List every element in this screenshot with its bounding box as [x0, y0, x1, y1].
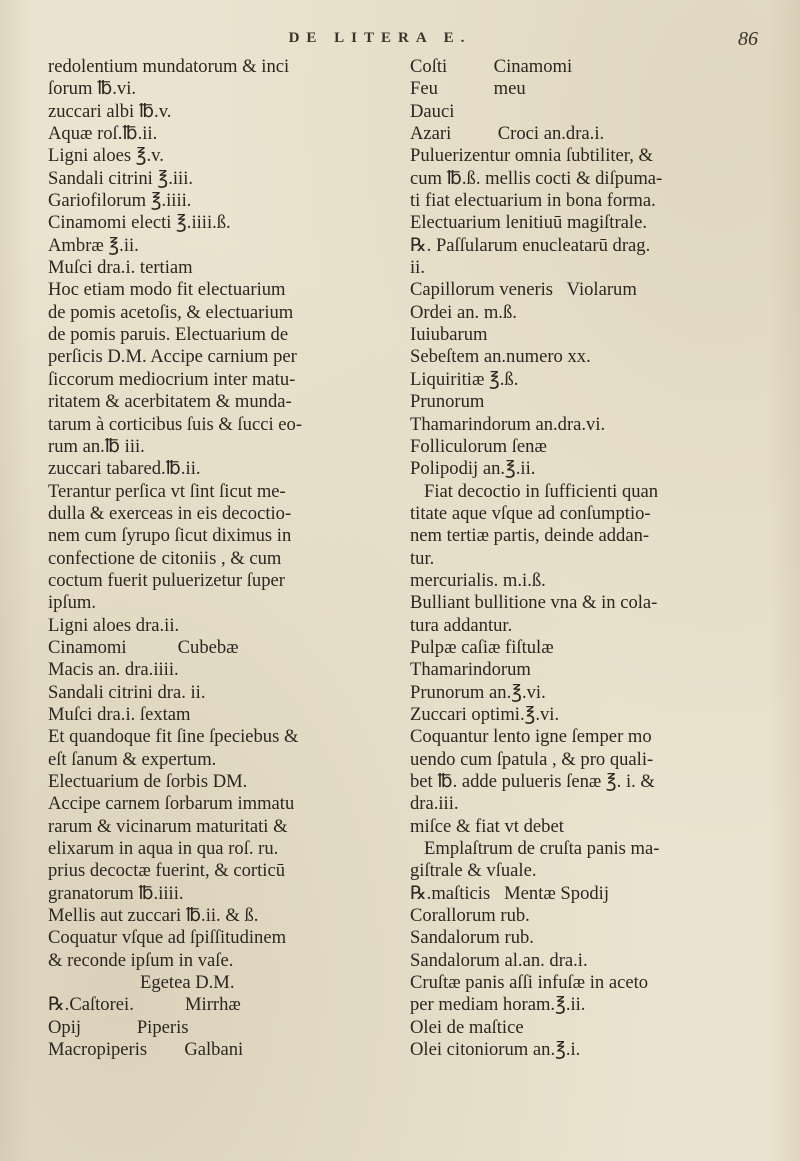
- text-line: Thamarindorum an.dra.vi.: [410, 413, 606, 435]
- text-line: rum an.℔ iii.: [48, 435, 145, 457]
- text-line: uendo cum ſpatula , & pro quali-: [410, 748, 654, 770]
- text-line: dulla & exerceas in eis decoctio-: [48, 502, 292, 524]
- text-line: Terantur perſica vt ſint ſicut me-: [48, 480, 286, 502]
- text-line: & reconde ipſum in vaſe.: [48, 949, 234, 971]
- section-heading: Egetea D.M.: [140, 972, 235, 994]
- text-line: Ligni aloes ℥.v.: [48, 145, 164, 167]
- left-column: [48, 56, 348, 1061]
- text-line: ii.: [410, 257, 425, 279]
- right-column: [410, 56, 740, 1061]
- text-line: Muſci dra.i. ſextam: [48, 703, 191, 725]
- text-line: Folliculorum ſenæ: [410, 435, 547, 457]
- text-line: dra.iii.: [410, 793, 459, 815]
- text-line: prius decoctæ fuerint, & corticū: [48, 860, 285, 882]
- text-line: Iuiubarum: [410, 324, 488, 346]
- text-line: Ambræ ℥.ii.: [48, 234, 139, 256]
- text-line: confectione de citoniis , & cum: [48, 547, 282, 569]
- text-line: tarum à corticibus ſuis & ſucci eo-: [48, 413, 303, 435]
- text-line: ℞.maſticis Mentæ Spodij: [410, 882, 609, 904]
- section-heading: Emplaſtrum de cruſta panis ma-: [424, 838, 660, 860]
- text-line: de pomis acetoſis, & electuarium: [48, 301, 294, 323]
- text-line: Prunorum an.℥.vi.: [410, 681, 546, 703]
- text-line: Bulliant bullitione vna & in cola-: [410, 592, 658, 614]
- text-line: Sandalorum rub.: [410, 927, 534, 949]
- text-line: Polipodij an.℥.ii.: [410, 458, 536, 480]
- section-heading: Electuarium de ſorbis DM.: [48, 771, 248, 792]
- section-heading: Electuarium lenitiuū magiſtrale.: [410, 212, 647, 234]
- text-line: Et quandoque fit ſine ſpeciebus &: [48, 726, 299, 748]
- text-line: Fiat decoctio in ſufficienti quan: [424, 480, 659, 502]
- text-line: Thamarindorum: [410, 659, 531, 681]
- text-line: zuccari tabared.℔.ii.: [48, 458, 201, 480]
- text-line: Azari Croci an.dra.i.: [410, 123, 605, 145]
- text-line: Feu meu: [410, 78, 526, 100]
- text-line: ritatem & acerbitatem & munda-: [48, 391, 292, 413]
- text-line: redolentium mundatorum & inci: [48, 56, 290, 77]
- text-line: per mediam horam.℥.ii.: [410, 994, 586, 1016]
- text-line: Gariofilorum ℥.iiii.: [48, 190, 192, 212]
- text-line: Macropiperis Galbani: [48, 1039, 244, 1061]
- text-line: Liquiritiæ ℥.ß.: [410, 368, 519, 390]
- text-line: Coquantur lento igne ſemper mo: [410, 726, 652, 748]
- text-line: giſtrale & vſuale.: [410, 860, 537, 882]
- text-line: Muſci dra.i. tertiam: [48, 257, 193, 279]
- text-line: perſicis D.M. Accipe carnium per: [48, 346, 297, 368]
- text-line: coctum fuerit puluerizetur ſuper: [48, 569, 285, 591]
- text-line: Mellis aut zuccari ℔.ii. & ß.: [48, 905, 259, 927]
- text-line: ti fiat electuarium in bona forma.: [410, 190, 656, 212]
- text-line: miſce & fiat vt debet: [410, 815, 564, 837]
- text-line: Sandali citrini dra. ii.: [48, 681, 206, 703]
- text-line: Cruſtæ panis aſſi infuſæ in aceto: [410, 972, 649, 994]
- text-line: eſt ſanum & expertum.: [48, 748, 217, 770]
- text-line: Pulpæ caſiæ fiſtulæ: [410, 636, 554, 658]
- text-line: Puluerizentur omnia ſubtiliter, &: [410, 145, 653, 167]
- text-line: Coquatur vſque ad ſpiſſitudinem: [48, 927, 287, 949]
- text-line: Zuccari optimi.℥.vi.: [410, 703, 560, 725]
- running-title: DE LITERA E.: [288, 30, 472, 46]
- text-line: zuccari albi ℔.v.: [48, 100, 172, 122]
- text-line: Ligni aloes dra.ii.: [48, 614, 180, 636]
- text-line: Sebeſtem an.numero xx.: [410, 346, 591, 368]
- text-line: Accipe carnem ſorbarum immatu: [48, 793, 295, 815]
- text-line: Sandalorum al.an. dra.i.: [410, 949, 588, 971]
- text-line: Prunorum: [410, 391, 485, 413]
- text-line: Cinamomi Cubebæ: [48, 636, 239, 658]
- text-line: ℞.Caſtorei. Mirrhæ: [48, 994, 241, 1016]
- text-line: ℞. Paſſularum enucleatarū drag.: [410, 234, 651, 256]
- text-line: Hoc etiam modo fit electuarium: [48, 279, 286, 301]
- text-line: tura addantur.: [410, 614, 513, 636]
- text-line: Sandali citrini ℥.iii.: [48, 167, 194, 189]
- text-line: Capillorum veneris Violarum: [410, 279, 637, 301]
- text-line: granatorum ℔.iiii.: [48, 882, 184, 904]
- page-number: 86: [738, 28, 758, 50]
- text-line: de pomis paruis. Electuarium de: [48, 324, 289, 346]
- text-line: ipſum.: [48, 592, 97, 614]
- text-line: bet ℔. adde pulueris ſenæ ℥. i. &: [410, 771, 655, 792]
- text-line: titate aque vſque ad conſumptio-: [410, 502, 651, 524]
- text-line: Olei de maſtice: [410, 1016, 524, 1038]
- text-line: Macis an. dra.iiii.: [48, 659, 179, 681]
- text-line: nem tertiæ partis, deinde addan-: [410, 525, 650, 547]
- text-line: ſorum ℔.vi.: [48, 78, 137, 100]
- text-line: mercurialis. m.i.ß.: [410, 569, 546, 591]
- text-line: Ordei an. m.ß.: [410, 301, 517, 323]
- text-line: Cinamomi electi ℥.iiii.ß.: [48, 212, 231, 234]
- text-line: Corallorum rub.: [410, 905, 530, 927]
- text-line: elixarum in aqua in qua roſ. ru.: [48, 838, 279, 860]
- text-line: cum ℔.ß. mellis cocti & diſpuma-: [410, 167, 663, 189]
- text-line: Olei citoniorum an.℥.i.: [410, 1039, 581, 1061]
- text-line: Aquæ roſ.℔.ii.: [48, 123, 158, 145]
- text-line: Opij Piperis: [48, 1016, 189, 1038]
- text-line: Coſti Cinamomi: [410, 56, 573, 77]
- text-line: rarum & vicinarum maturitati &: [48, 815, 288, 837]
- text-line: ſiccorum mediocrium inter matu-: [48, 368, 296, 390]
- text-line: nem cum ſyrupo ſicut diximus in: [48, 525, 292, 547]
- text-line: tur.: [410, 547, 435, 569]
- text-line: Dauci: [410, 100, 455, 122]
